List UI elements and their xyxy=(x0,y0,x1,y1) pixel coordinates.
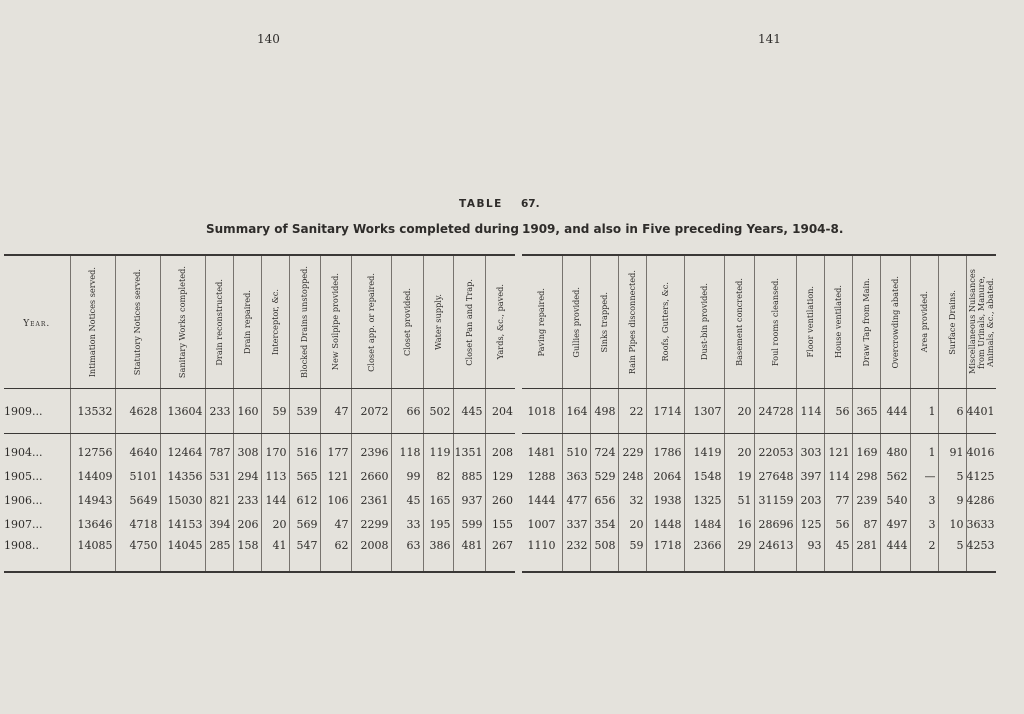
column-header-label: Overcrowding abated. xyxy=(889,275,900,369)
value-cell: 121 xyxy=(824,440,852,464)
column-header xyxy=(824,255,852,389)
value-cell: 397 xyxy=(796,464,824,488)
page-number-left: 140 xyxy=(257,32,280,46)
value-cell: 308 xyxy=(233,440,261,464)
value-cell: 2660 xyxy=(351,464,391,488)
value-cell: 20 xyxy=(618,512,646,536)
value-cell: 22 xyxy=(618,389,646,434)
value-cell: 118 xyxy=(391,440,423,464)
value-cell: 248 xyxy=(618,464,646,488)
value-cell: 14356 xyxy=(160,464,205,488)
column-header-label: Roofs, Gutters, &c. xyxy=(659,282,670,362)
value-cell: 31159 xyxy=(754,488,796,512)
column-header-label: Statutory Notices served. xyxy=(132,268,142,376)
value-cell: 27648 xyxy=(754,464,796,488)
value-cell: 14943 xyxy=(70,488,115,512)
value-cell: 24613 xyxy=(754,536,796,572)
value-cell: 4750 xyxy=(115,536,160,572)
value-cell: 540 xyxy=(880,488,910,512)
column-header xyxy=(590,255,618,389)
value-cell: 203 xyxy=(796,488,824,512)
value-cell: 1 xyxy=(910,440,938,464)
column-header xyxy=(938,255,966,389)
value-cell: 1007 xyxy=(527,517,556,531)
value-cell: 298 xyxy=(852,464,880,488)
value-cell: 56 xyxy=(824,512,852,536)
table-row xyxy=(4,440,515,464)
value-cell: 16 xyxy=(724,512,754,536)
column-header-label: Closet provided. xyxy=(401,287,412,356)
column-header-label: Foul rooms cleansed. xyxy=(769,277,780,367)
column-header-label: Paving repaired. xyxy=(536,287,547,357)
value-cell: 45 xyxy=(824,536,852,572)
value-cell: 28696 xyxy=(754,512,796,536)
value-cell: 445 xyxy=(453,389,485,434)
value-cell: 363 xyxy=(562,464,590,488)
page-number-right: 141 xyxy=(758,32,781,46)
value-cell: 1351 xyxy=(453,440,485,464)
value-cell: 502 xyxy=(423,389,453,434)
column-header xyxy=(205,255,233,389)
value-cell: 9 xyxy=(938,488,966,512)
value-cell: 260 xyxy=(485,488,515,512)
value-cell: 516 xyxy=(289,440,320,464)
column-header xyxy=(562,255,590,389)
value-cell: 1714 xyxy=(646,389,684,434)
value-cell: 508 xyxy=(590,536,618,572)
column-header xyxy=(423,255,453,389)
column-header-label: Sinks trapped. xyxy=(598,291,609,353)
value-cell: 480 xyxy=(880,440,910,464)
column-header-label: Water supply. xyxy=(432,294,443,350)
value-cell: 62 xyxy=(320,536,351,572)
value-cell: 13604 xyxy=(160,389,205,434)
value-cell: 59 xyxy=(618,536,646,572)
value-cell: 232 xyxy=(562,536,590,572)
year-cell: 1905... xyxy=(4,469,43,483)
column-header xyxy=(70,255,115,389)
value-cell: 22053 xyxy=(754,440,796,464)
value-cell: 3 xyxy=(910,488,938,512)
value-cell: 294 xyxy=(233,464,261,488)
sanitary-works-table-left xyxy=(4,254,515,573)
value-cell: 170 xyxy=(261,440,289,464)
value-cell: 99 xyxy=(391,464,423,488)
value-cell: 497 xyxy=(880,512,910,536)
column-header xyxy=(453,255,485,389)
column-header-label: Intimation Notices served. xyxy=(87,266,97,378)
column-header xyxy=(522,255,562,389)
year-cell: 1906... xyxy=(4,493,43,507)
value-cell: 119 xyxy=(423,440,453,464)
column-header xyxy=(351,255,391,389)
value-cell: 208 xyxy=(485,440,515,464)
column-header-label: Interceptor, &c. xyxy=(269,288,280,356)
column-header xyxy=(618,255,646,389)
table-row xyxy=(522,440,996,464)
value-cell: 160 xyxy=(233,389,261,434)
table-row xyxy=(4,488,515,512)
value-cell: 6 xyxy=(938,389,966,434)
value-cell: 5 xyxy=(938,464,966,488)
value-cell: 106 xyxy=(320,488,351,512)
value-cell: 2396 xyxy=(351,440,391,464)
column-header-label: New Soilpipe provided. xyxy=(330,273,340,371)
value-cell: 66 xyxy=(391,389,423,434)
value-cell: 787 xyxy=(205,440,233,464)
value-cell: 281 xyxy=(852,536,880,572)
value-cell: 121 xyxy=(320,464,351,488)
value-cell: 15030 xyxy=(160,488,205,512)
value-cell: 1018 xyxy=(522,389,562,434)
column-header-label: Gullies provided. xyxy=(570,286,581,358)
column-header xyxy=(261,255,289,389)
value-cell: 144 xyxy=(261,488,289,512)
value-cell: 47 xyxy=(320,389,351,434)
column-header-label: Draw Tap from Main. xyxy=(860,277,871,367)
table-row xyxy=(4,389,515,434)
table-row xyxy=(522,464,996,488)
year-header-label: Year. xyxy=(23,318,51,329)
value-cell: — xyxy=(910,464,938,488)
value-cell: 47 xyxy=(320,512,351,536)
value-cell: 612 xyxy=(289,488,320,512)
value-cell: 91 xyxy=(938,440,966,464)
value-cell: 24728 xyxy=(754,389,796,434)
table-row xyxy=(522,536,996,572)
value-cell: 3633 xyxy=(966,512,996,536)
value-cell: 4718 xyxy=(115,512,160,536)
value-cell: 206 xyxy=(233,512,261,536)
column-header xyxy=(289,255,320,389)
value-cell: 129 xyxy=(485,464,515,488)
value-cell: 32 xyxy=(618,488,646,512)
value-cell: 87 xyxy=(852,512,880,536)
value-cell: 531 xyxy=(205,464,233,488)
value-cell: 444 xyxy=(880,536,910,572)
table-row xyxy=(4,536,515,572)
table-row xyxy=(522,389,996,434)
value-cell: 14085 xyxy=(70,536,115,572)
year-cell: 1908.. xyxy=(4,536,70,572)
column-header xyxy=(724,255,754,389)
column-header xyxy=(852,255,880,389)
value-cell: 63 xyxy=(391,536,423,572)
value-cell: 2366 xyxy=(684,536,724,572)
value-cell: 547 xyxy=(289,536,320,572)
value-cell: 1419 xyxy=(684,440,724,464)
value-cell: 29 xyxy=(724,536,754,572)
column-header xyxy=(796,255,824,389)
value-cell: 77 xyxy=(824,488,852,512)
value-cell: 724 xyxy=(590,440,618,464)
value-cell: 4401 xyxy=(966,389,996,434)
value-cell: 14409 xyxy=(70,464,115,488)
value-cell: 59 xyxy=(261,389,289,434)
column-header-label: House ventilated. xyxy=(832,285,843,359)
value-cell: 303 xyxy=(796,440,824,464)
value-cell: 1110 xyxy=(522,536,562,572)
column-header-label: Miscellaneous Nuisances from Urinals, Manure, Animals, &c., abated. xyxy=(966,269,995,375)
value-cell: 19 xyxy=(724,464,754,488)
value-cell: 12464 xyxy=(160,440,205,464)
column-header xyxy=(684,255,724,389)
column-header xyxy=(233,255,261,389)
value-cell: 1 xyxy=(910,389,938,434)
column-header xyxy=(115,255,160,389)
column-header-label: Rain Pipes disconnected. xyxy=(626,269,637,375)
value-cell: 481 xyxy=(453,536,485,572)
value-cell: 1448 xyxy=(646,512,684,536)
column-header-label: Closet app. or repaired. xyxy=(365,272,376,372)
value-cell: 4628 xyxy=(115,389,160,434)
value-cell: 2072 xyxy=(351,389,391,434)
value-cell: 45 xyxy=(391,488,423,512)
column-header xyxy=(910,255,938,389)
value-cell: 2 xyxy=(910,536,938,572)
column-header-label: Dust-bin provided. xyxy=(698,283,709,361)
value-cell: 204 xyxy=(485,389,515,434)
value-cell: 2064 xyxy=(646,464,684,488)
value-cell: 14153 xyxy=(160,512,205,536)
value-cell: 1484 xyxy=(684,512,724,536)
value-cell: 158 xyxy=(233,536,261,572)
value-cell: 41 xyxy=(261,536,289,572)
column-header xyxy=(320,255,351,389)
column-header-label: Drain repaired. xyxy=(241,290,252,354)
column-header-label: Closet Pan and Trap. xyxy=(463,278,474,366)
column-header-label: Blocked Drains unstopped. xyxy=(299,266,309,378)
value-cell: 4253 xyxy=(966,536,996,572)
column-header-label: Drain reconstructed. xyxy=(213,278,224,366)
value-cell: 14045 xyxy=(160,536,205,572)
value-cell: 267 xyxy=(485,536,515,572)
value-cell: 20 xyxy=(724,389,754,434)
column-header xyxy=(485,255,515,389)
column-header xyxy=(391,255,423,389)
value-cell: 1288 xyxy=(527,469,556,483)
value-cell: 2299 xyxy=(351,512,391,536)
value-cell: 565 xyxy=(289,464,320,488)
value-cell: 444 xyxy=(880,389,910,434)
value-cell: 365 xyxy=(852,389,880,434)
value-cell: 114 xyxy=(824,464,852,488)
value-cell: 599 xyxy=(453,512,485,536)
value-cell: 177 xyxy=(320,440,351,464)
value-cell: 510 xyxy=(562,440,590,464)
value-cell: 1325 xyxy=(684,488,724,512)
year-cell: 1909... xyxy=(4,389,70,434)
value-cell: 337 xyxy=(562,512,590,536)
value-cell: 656 xyxy=(590,488,618,512)
value-cell: 51 xyxy=(724,488,754,512)
value-cell: 5649 xyxy=(115,488,160,512)
table-row xyxy=(4,512,515,536)
table-subtitle-left: Summary of Sanitary Works completed during xyxy=(206,222,519,236)
column-header-label: Basement concreted. xyxy=(733,278,744,366)
value-cell: 239 xyxy=(852,488,880,512)
value-cell: 13532 xyxy=(70,389,115,434)
value-cell: 498 xyxy=(590,389,618,434)
value-cell: 56 xyxy=(824,389,852,434)
sanitary-works-table-right xyxy=(522,254,996,573)
value-cell: 5101 xyxy=(115,464,160,488)
value-cell: 10 xyxy=(938,512,966,536)
value-cell: 285 xyxy=(205,536,233,572)
value-cell: 562 xyxy=(880,464,910,488)
value-cell: 394 xyxy=(205,512,233,536)
column-header xyxy=(966,255,996,389)
value-cell: 4125 xyxy=(966,464,996,488)
value-cell: 155 xyxy=(485,512,515,536)
value-cell: 477 xyxy=(562,488,590,512)
table-row xyxy=(522,488,996,512)
value-cell: 529 xyxy=(590,464,618,488)
table-row xyxy=(4,464,515,488)
value-cell: 4286 xyxy=(966,488,996,512)
value-cell: 5 xyxy=(938,536,966,572)
value-cell: 2361 xyxy=(351,488,391,512)
value-cell: 1548 xyxy=(684,464,724,488)
value-cell: 1307 xyxy=(684,389,724,434)
value-cell: 1786 xyxy=(646,440,684,464)
column-header xyxy=(646,255,684,389)
value-cell: 164 xyxy=(562,389,590,434)
table-row xyxy=(522,512,996,536)
value-cell: 165 xyxy=(423,488,453,512)
value-cell: 1481 xyxy=(527,445,556,459)
value-cell: 821 xyxy=(205,488,233,512)
year-cell: 1904... xyxy=(4,445,43,459)
value-cell: 13646 xyxy=(70,512,115,536)
value-cell: 1938 xyxy=(646,488,684,512)
value-cell: 4016 xyxy=(966,440,996,464)
value-cell: 1718 xyxy=(646,536,684,572)
value-cell: 233 xyxy=(233,488,261,512)
value-cell: 20 xyxy=(724,440,754,464)
year-column-header xyxy=(4,255,70,389)
column-header-label: Yards, &c., paved. xyxy=(494,284,505,360)
value-cell: 195 xyxy=(423,512,453,536)
value-cell: 233 xyxy=(205,389,233,434)
value-cell: 125 xyxy=(796,512,824,536)
value-cell: 113 xyxy=(261,464,289,488)
value-cell: 82 xyxy=(423,464,453,488)
value-cell: 885 xyxy=(453,464,485,488)
table-subtitle-right: 1909, and also in Five preceding Years, 1904-8. xyxy=(522,222,844,236)
column-header-label: Floor ventilation. xyxy=(804,286,815,358)
column-header-label: Surface Drains. xyxy=(946,289,957,355)
column-header xyxy=(160,255,205,389)
value-cell: 93 xyxy=(796,536,824,572)
table-number: 67. xyxy=(521,198,540,210)
value-cell: 569 xyxy=(289,512,320,536)
table-label: TABLE xyxy=(459,198,503,210)
value-cell: 33 xyxy=(391,512,423,536)
value-cell: 114 xyxy=(796,389,824,434)
column-header-label: Area provided. xyxy=(918,291,929,353)
value-cell: 3 xyxy=(910,512,938,536)
value-cell: 539 xyxy=(289,389,320,434)
year-cell: 1907... xyxy=(4,517,43,531)
value-cell: 4640 xyxy=(115,440,160,464)
column-header-label: Sanitary Works completed. xyxy=(177,265,187,379)
column-header xyxy=(754,255,796,389)
value-cell: 354 xyxy=(590,512,618,536)
column-header xyxy=(880,255,910,389)
value-cell: 169 xyxy=(852,440,880,464)
value-cell: 20 xyxy=(261,512,289,536)
value-cell: 1444 xyxy=(527,493,556,507)
value-cell: 937 xyxy=(453,488,485,512)
value-cell: 12756 xyxy=(70,440,115,464)
value-cell: 229 xyxy=(618,440,646,464)
value-cell: 386 xyxy=(423,536,453,572)
value-cell: 2008 xyxy=(351,536,391,572)
